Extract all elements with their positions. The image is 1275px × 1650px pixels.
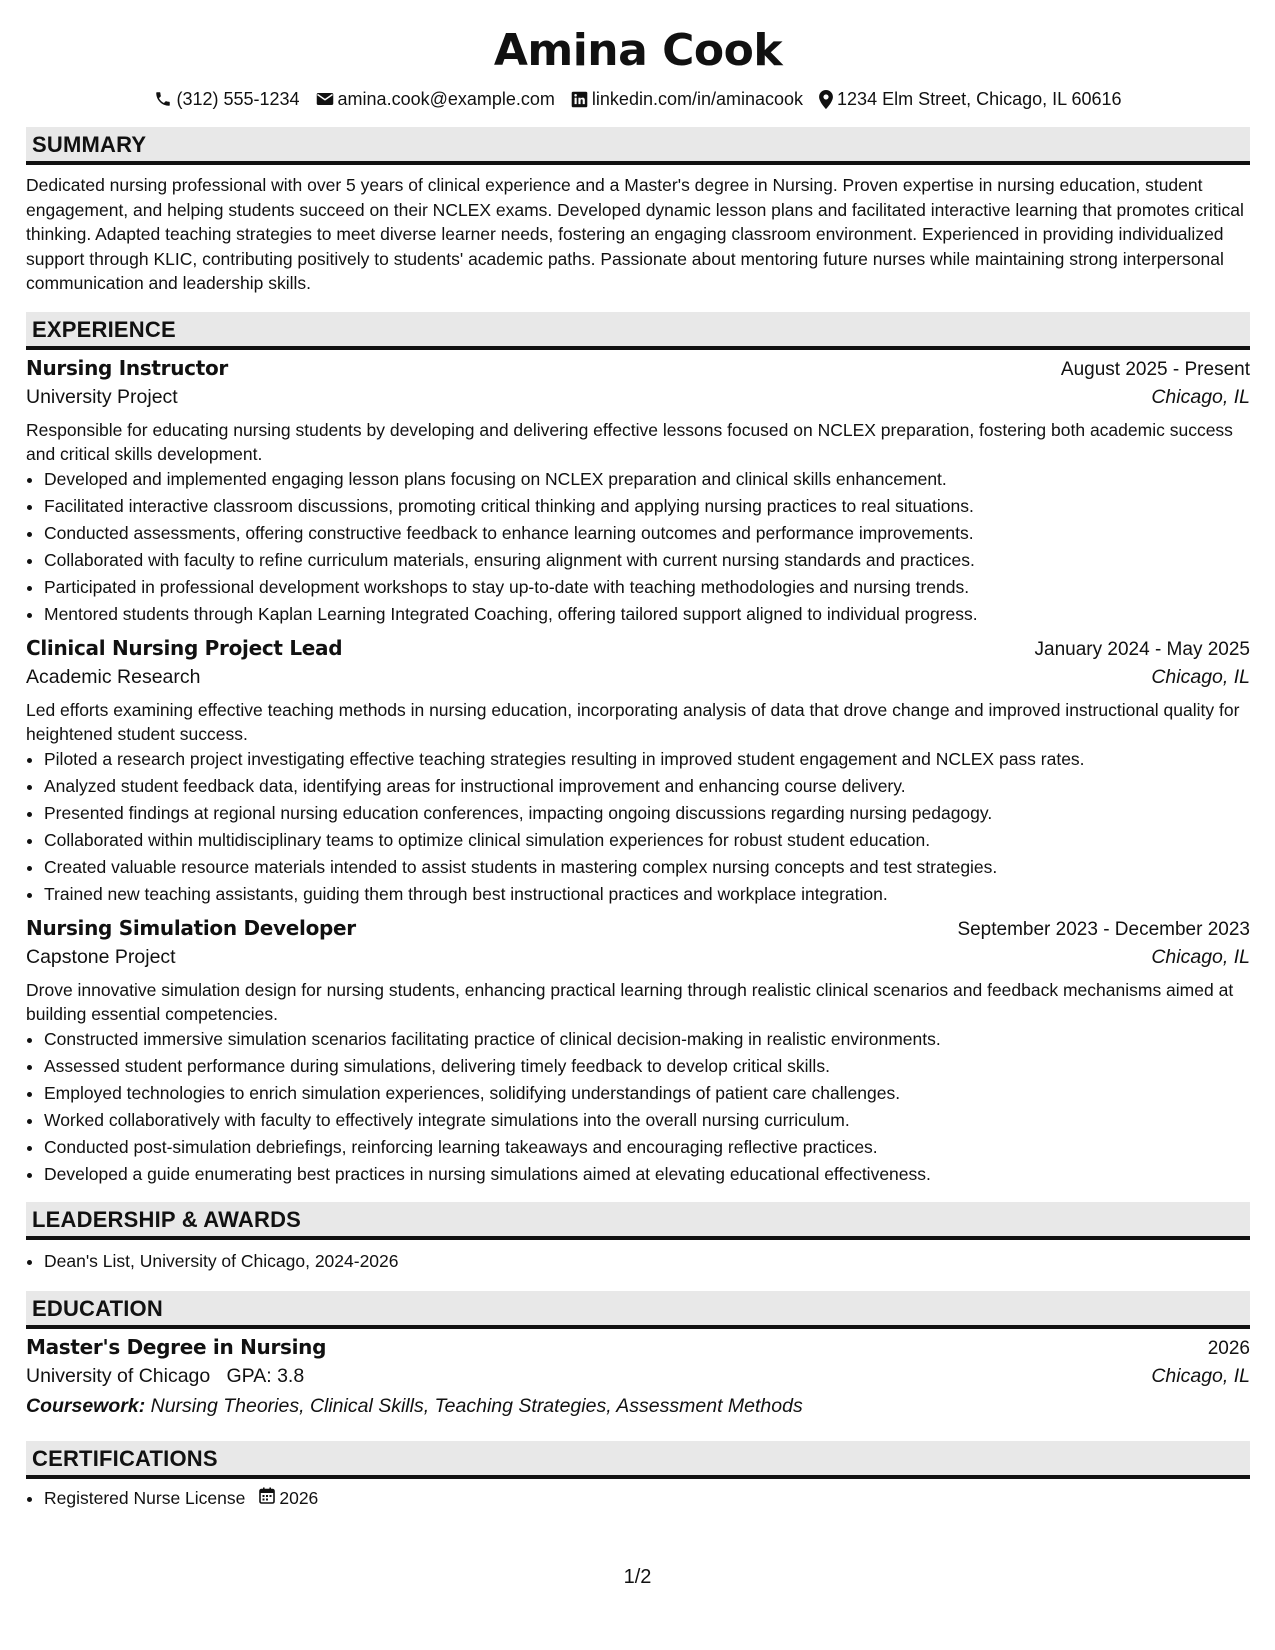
contact-phone xyxy=(154,89,299,110)
job-dates: January 2024 - May 2025 xyxy=(1034,638,1250,660)
contact-location xyxy=(819,89,1122,110)
certifications-list xyxy=(26,1485,1250,1512)
job-location: Chicago, IL xyxy=(1151,665,1250,688)
graduation-year: 2026 xyxy=(1207,1337,1250,1359)
education-entry xyxy=(26,1335,1250,1425)
job-location: Chicago, IL xyxy=(1151,385,1250,408)
gpa: GPA: 3.8 xyxy=(226,1364,305,1387)
coursework-label: Coursework: xyxy=(26,1394,146,1417)
location-text: 1234 Elm Street, Chicago, IL 60616 xyxy=(837,88,1122,109)
list-item: • Assessed student performance during simulations, delivering timely feedback to develop critical skills. xyxy=(44,1053,1250,1080)
list-item: • Mentored students through Kaplan Learning Integrated Coaching, offering tailored support aligned to individual progress. xyxy=(44,601,1250,628)
job-organization: Capstone Project xyxy=(26,945,176,968)
email-text[interactable]: amina.cook@example.com xyxy=(337,88,555,109)
job-dates: September 2023 - December 2023 xyxy=(957,918,1250,940)
list-item: • Dean's List, University of Chicago, 2024-2026 xyxy=(44,1248,1250,1275)
awards-heading: LEADERSHIP & AWARDS xyxy=(26,1202,1250,1240)
job-entry xyxy=(26,636,1250,908)
calendar-icon xyxy=(259,1485,275,1512)
list-item: • Developed and implemented engaging lesson plans focusing on NCLEX preparation and clinical skills enhancement. xyxy=(44,466,1250,493)
awards-list xyxy=(26,1248,1250,1275)
job-organization: University Project xyxy=(26,385,178,408)
linkedin-icon xyxy=(571,91,588,108)
certifications-heading: CERTIFICATIONS xyxy=(26,1441,1250,1479)
summary-heading: SUMMARY xyxy=(26,127,1250,165)
list-item: • Developed a guide enumerating best practices in nursing simulations aimed at elevating educational effectiveness. xyxy=(44,1161,1250,1188)
list-item: • Collaborated with faculty to refine curriculum materials, ensuring alignment with current nursing standards and practices. xyxy=(44,547,1250,574)
resume-page xyxy=(26,0,1250,1512)
job-title: Nursing Instructor xyxy=(26,355,228,380)
list-item: • Conducted post-simulation debriefings, reinforcing learning takeaways and encouraging reflective practices. xyxy=(44,1134,1250,1161)
contact-bar xyxy=(26,84,1250,114)
list-item: • Created valuable resource materials intended to assist students in mastering complex nursing concepts and test strategies. xyxy=(44,854,1250,881)
job-entry xyxy=(26,916,1250,1188)
job-organization: Academic Research xyxy=(26,665,201,688)
contact-email[interactable] xyxy=(316,89,555,110)
experience-heading: EXPERIENCE xyxy=(26,312,1250,350)
job-title: Nursing Simulation Developer xyxy=(26,915,356,940)
job-bullets xyxy=(26,466,1250,628)
job-dates: August 2025 - Present xyxy=(1060,358,1250,380)
degree-title: Master's Degree in Nursing xyxy=(26,1334,327,1359)
list-item: • Facilitated interactive classroom discussions, promoting critical thinking and applying nursing practices to real situations. xyxy=(44,493,1250,520)
job-title: Clinical Nursing Project Lead xyxy=(26,635,343,660)
job-description: Responsible for educating nursing students by developing and delivering effective lessons focused on NCLEX preparation, fostering both academic success and critical skills development. xyxy=(26,419,1233,464)
summary-text: Dedicated nursing professional with over 5 years of clinical experience and a Master's degree in Nursing. Proven expertise in nursing education, student engagement, and helping students succeed on their NCLEX exams. Developed dynamic lesson plans and facilitated interactive learning that promotes critical thinking. Adapted teaching strategies to meet diverse learner needs, fostering an engaging classroom environment. Experienced in providing individualized support through KLIC, contributing positively to students' academic paths. Passionate about mentoring future nurses while maintaining strong interpersonal communication and leadership skills. xyxy=(26,175,1244,294)
email-icon xyxy=(316,91,334,107)
education-heading: EDUCATION xyxy=(26,1291,1250,1329)
school-info xyxy=(26,1365,304,1388)
job-bullets xyxy=(26,1026,1250,1188)
list-item: • Conducted assessments, offering constructive feedback to enhance learning outcomes and performance improvements. xyxy=(44,520,1250,547)
list-item xyxy=(44,1485,1250,1512)
phone-icon xyxy=(154,90,172,108)
list-item: • Analyzed student feedback data, identifying areas for instructional improvement and enhancing course delivery. xyxy=(44,773,1250,800)
list-item: • Collaborated within multidisciplinary teams to optimize clinical simulation experiences for robust student education. xyxy=(44,827,1250,854)
list-item: • Presented findings at regional nursing education conferences, impacting ongoing discussions regarding nursing pedagogy. xyxy=(44,800,1250,827)
job-description: Led efforts examining effective teaching methods in nursing education, incorporating analysis of data that drove change and improved instructional quality for heightened student success. xyxy=(26,699,1240,744)
school-name: University of Chicago xyxy=(26,1364,211,1387)
list-item: • Trained new teaching assistants, guiding them through best instructional practices and workplace integration. xyxy=(44,881,1250,908)
certification-name: • Registered Nurse License xyxy=(44,1487,246,1508)
contact-linkedin[interactable] xyxy=(571,89,803,110)
coursework-list: Nursing Theories, Clinical Skills, Teaching Strategies, Assessment Methods xyxy=(150,1394,803,1417)
list-item: • Worked collaboratively with faculty to effectively integrate simulations into the overall nursing curriculum. xyxy=(44,1107,1250,1134)
linkedin-text[interactable]: linkedin.com/in/aminacook xyxy=(591,88,804,109)
job-location: Chicago, IL xyxy=(1151,945,1250,968)
coursework xyxy=(26,1395,1250,1425)
job-description: Drove innovative simulation design for nursing students, enhancing practical learning through realistic clinical scenarios and feedback mechanisms aimed at building essential competencies. xyxy=(26,979,1234,1024)
candidate-name: Amina Cook xyxy=(493,25,783,76)
phone-text: (312) 555-1234 xyxy=(176,88,300,109)
list-item: • Employed technologies to enrich simulation experiences, solidifying understandings of patient care challenges. xyxy=(44,1080,1250,1107)
list-item: • Piloted a research project investigating effective teaching strategies resulting in improved student engagement and NCLEX pass rates. xyxy=(44,746,1250,773)
job-bullets xyxy=(26,746,1250,908)
page-number: 1/2 xyxy=(623,1566,652,1588)
list-item: • Participated in professional development workshops to stay up-to-date with teaching methodologies and nursing trends. xyxy=(44,574,1250,601)
school-location: Chicago, IL xyxy=(1151,1364,1250,1387)
job-entry xyxy=(26,356,1250,628)
certification-year: 2026 xyxy=(279,1487,319,1508)
location-icon xyxy=(819,90,833,109)
list-item: • Constructed immersive simulation scenarios facilitating practice of clinical decision-making in realistic environments. xyxy=(44,1026,1250,1053)
